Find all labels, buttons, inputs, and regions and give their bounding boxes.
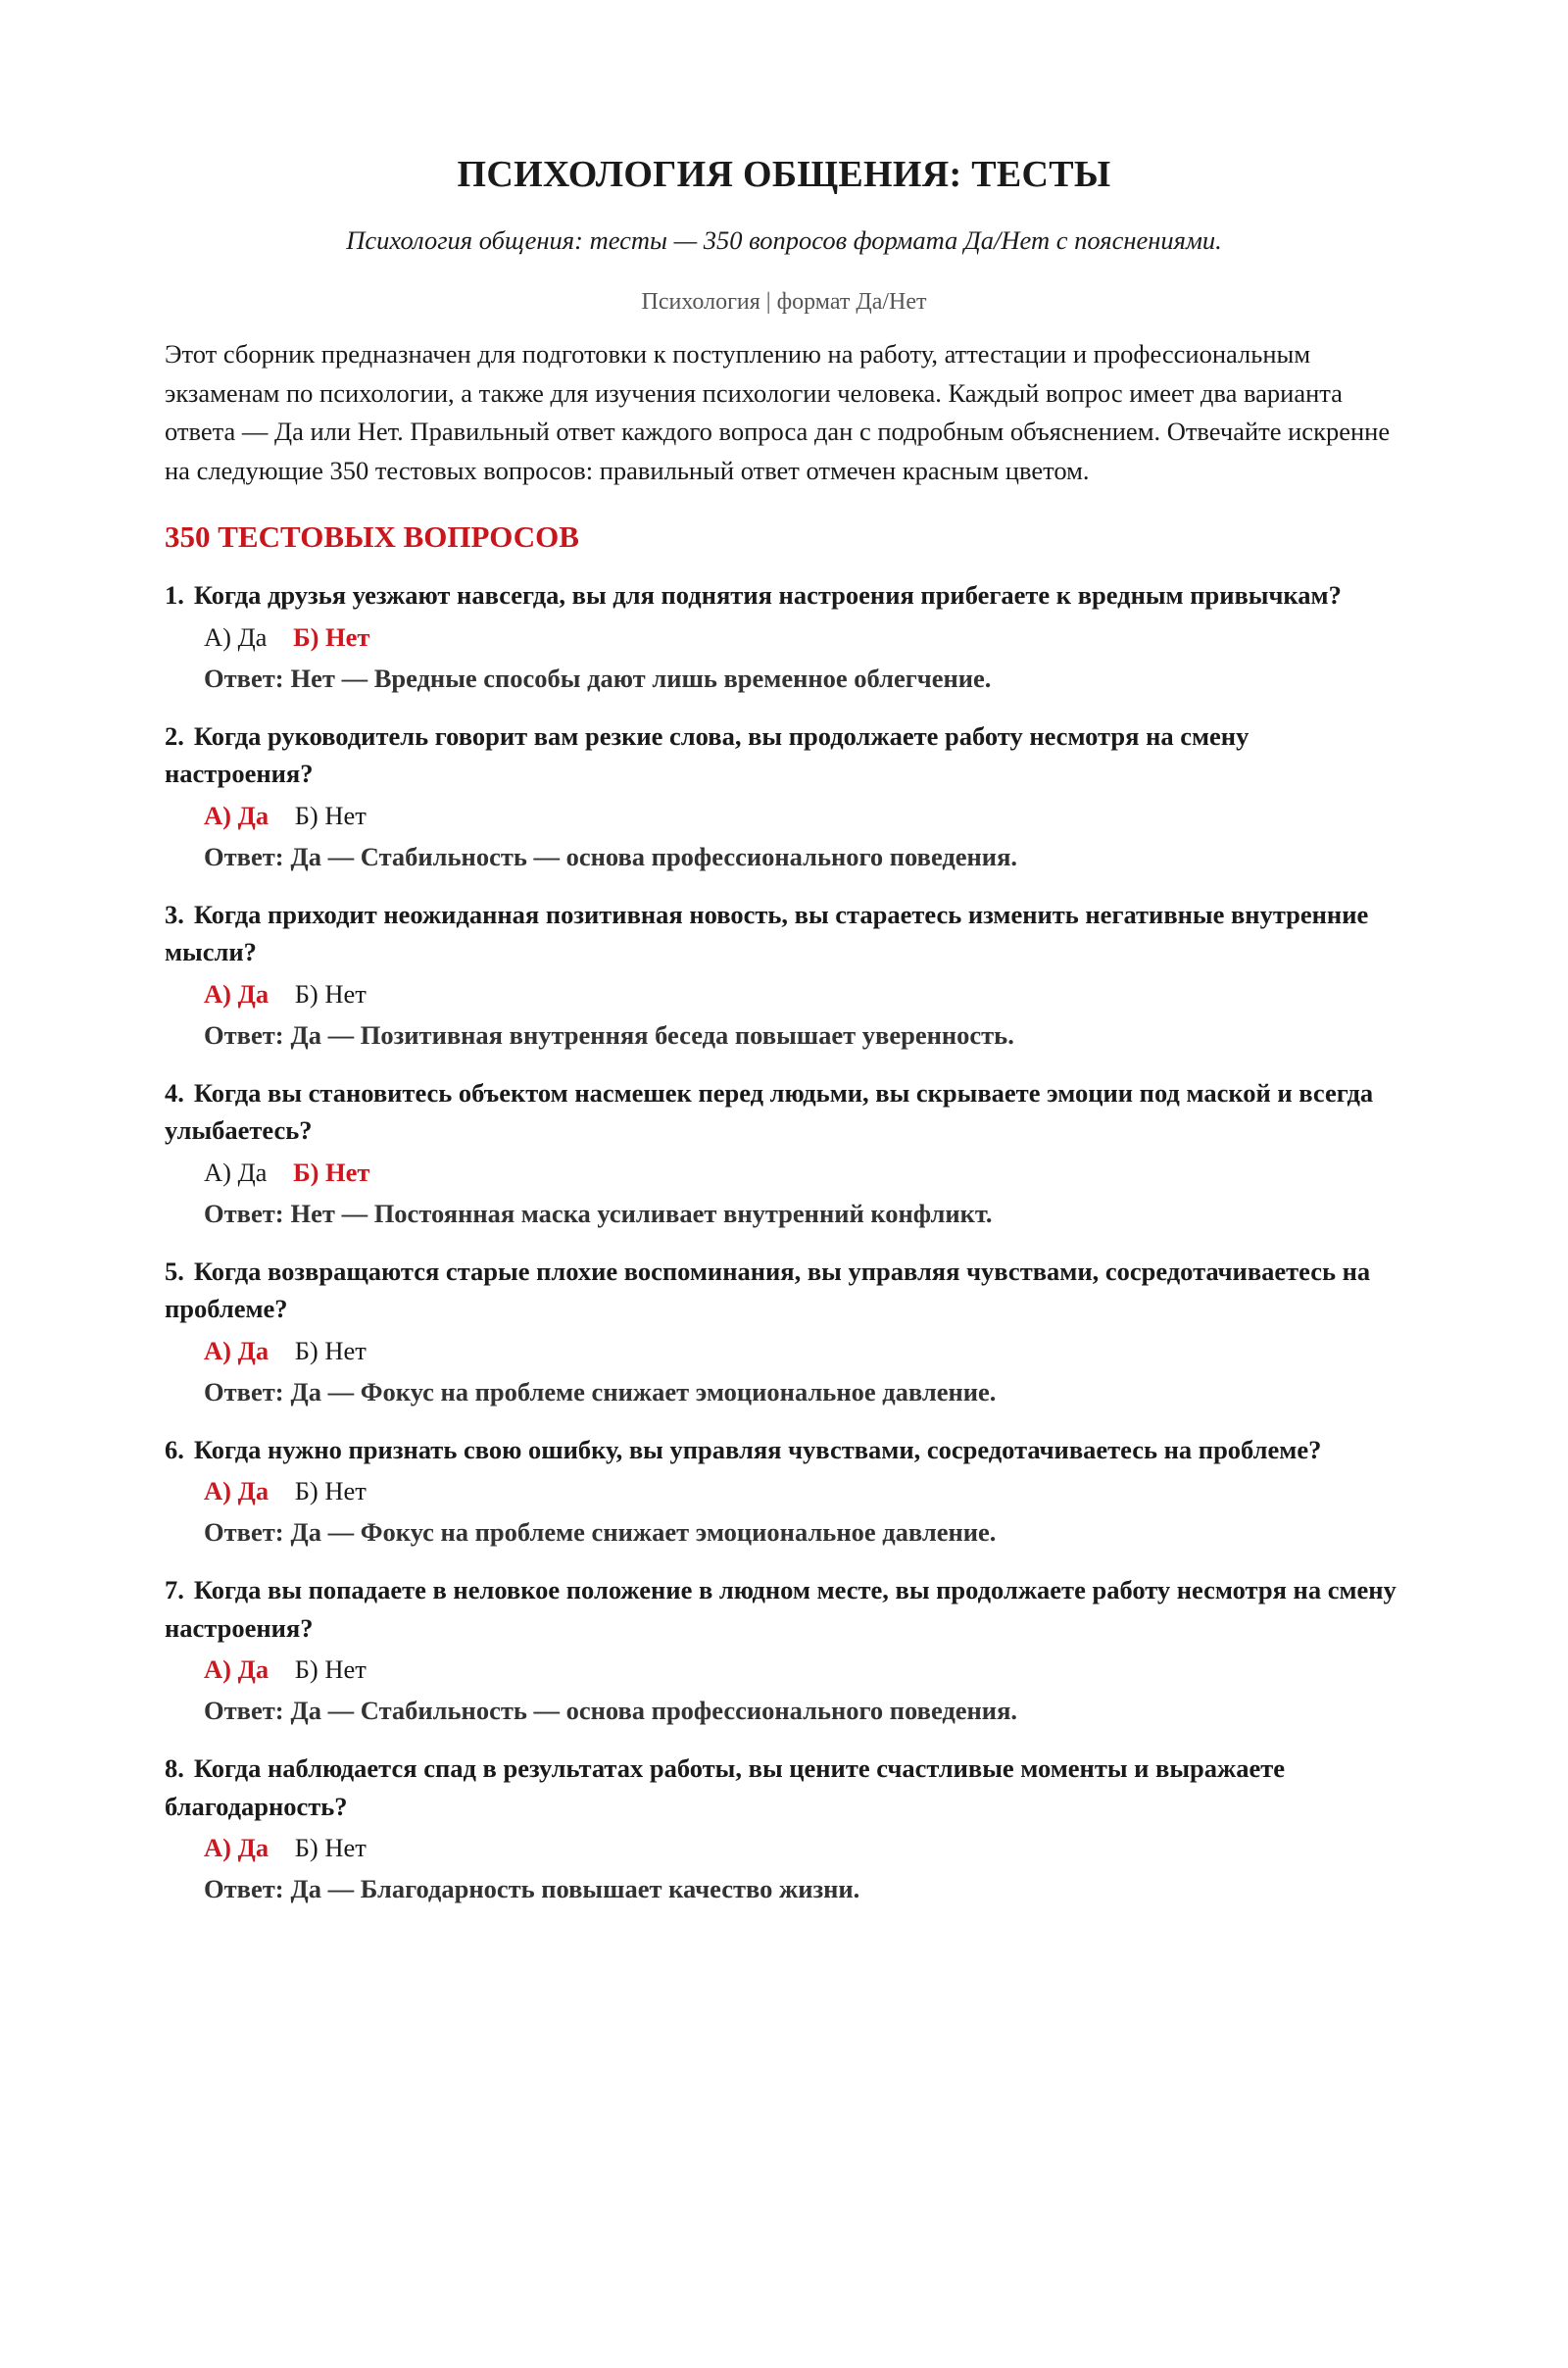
answer-text: Да — Фокус на проблеме снижает эмоциональное давление. xyxy=(290,1517,997,1547)
option-a[interactable]: А) Да xyxy=(204,1833,270,1862)
answer-options xyxy=(204,1332,1403,1369)
option-a[interactable]: А) Да xyxy=(204,978,270,1009)
document-title: ПСИХОЛОГИЯ ОБЩЕНИЯ: ТЕСТЫ xyxy=(457,154,1111,195)
document-subtitle: Психология общения: тесты — 350 вопросов формата Да/Нет с пояснениями. xyxy=(346,225,1222,255)
question-body: Когда руководитель говорит вам резкие слова, вы продолжаете работу несмотря на смену настроения? xyxy=(165,720,1250,788)
question-text xyxy=(165,1431,1403,1469)
document-category: Психология | формат Да/Нет xyxy=(641,289,927,315)
question-body: Когда нужно признать свою ошибку, вы управляя чувствами, сосредотачиваетесь на проблеме? xyxy=(193,1434,1322,1464)
question-text xyxy=(165,576,1403,615)
question-body: Когда приходит неожиданная позитивная новость, вы стараетесь изменить негативные внутренние мысли? xyxy=(165,899,1369,966)
answer-options xyxy=(204,1651,1403,1688)
answer-explanation xyxy=(204,1870,1403,1907)
answer-label: Ответ: xyxy=(204,1517,284,1547)
answer-text: Да — Стабильность — основа профессионального поведения. xyxy=(290,841,1018,871)
answer-explanation xyxy=(204,1692,1403,1729)
question-body: Когда друзья уезжают навсегда, вы для поднятия настроения прибегаете к вредным привычкам? xyxy=(193,580,1342,610)
answer-label: Ответ: xyxy=(204,841,284,871)
answer-explanation xyxy=(204,1513,1403,1551)
answer-label: Ответ: xyxy=(204,1696,284,1725)
answer-explanation xyxy=(204,1195,1403,1232)
question-text xyxy=(165,1750,1403,1825)
option-a[interactable]: А) Да xyxy=(204,1157,268,1187)
answer-label: Ответ: xyxy=(204,1874,284,1903)
option-a[interactable]: А) Да xyxy=(204,621,268,652)
question-item xyxy=(165,717,1403,875)
answer-options xyxy=(204,1472,1403,1509)
answer-text: Да — Позитивная внутренняя беседа повышает уверенность. xyxy=(290,1019,1014,1050)
answer-options xyxy=(204,797,1403,834)
question-text xyxy=(165,1253,1403,1328)
question-number: 4. xyxy=(165,1077,184,1108)
answer-options xyxy=(204,975,1403,1012)
question-number: 2. xyxy=(165,720,184,751)
option-b[interactable]: Б) Нет xyxy=(294,1335,367,1365)
answer-explanation xyxy=(204,660,1403,697)
question-item xyxy=(165,1431,1403,1552)
option-a[interactable]: А) Да xyxy=(204,1335,270,1365)
option-b[interactable]: Б) Нет xyxy=(293,621,370,652)
option-b[interactable]: Б) Нет xyxy=(294,800,367,830)
answer-options xyxy=(204,1154,1403,1191)
question-number: 3. xyxy=(165,899,184,929)
question-body: Когда наблюдается спад в результатах работы, вы цените счастливые моменты и выражаете благодарность? xyxy=(165,1753,1286,1821)
answer-options xyxy=(204,1829,1403,1866)
question-text xyxy=(165,896,1403,971)
question-number: 5. xyxy=(165,1256,184,1286)
question-item xyxy=(165,1750,1403,1907)
answer-label: Ответ: xyxy=(204,1198,284,1228)
option-b[interactable]: Б) Нет xyxy=(294,1654,367,1684)
answer-explanation xyxy=(204,1373,1403,1410)
answer-label: Ответ: xyxy=(204,1376,284,1406)
question-text xyxy=(165,1571,1403,1647)
answer-label: Ответ: xyxy=(204,663,284,693)
question-number: 7. xyxy=(165,1575,184,1604)
answer-text: Да — Благодарность повышает качество жизни. xyxy=(290,1874,860,1903)
answer-explanation xyxy=(204,838,1403,875)
question-item xyxy=(165,1253,1403,1410)
option-a[interactable]: А) Да xyxy=(204,1654,270,1684)
answer-options xyxy=(204,618,1403,656)
option-b[interactable]: Б) Нет xyxy=(294,978,367,1009)
answer-text: Да — Стабильность — основа профессионального поведения. xyxy=(290,1696,1018,1725)
question-text xyxy=(165,717,1403,793)
intro-paragraph: Этот сборник предназначен для подготовки к поступлению на работу, аттестации и профессиональным экзаменам по психологии, а также для изучения психологии человека. Каждый вопрос имеет два варианта ответа — Да или Нет. Правильный ответ каждого вопроса дан с подробным объяснением. Отвечайте искренне на следующие 350 тестовых вопросов: правильный ответ отмечен красным цветом. xyxy=(165,339,1391,485)
question-item xyxy=(165,896,1403,1054)
question-item xyxy=(165,576,1403,697)
answer-text: Да — Фокус на проблеме снижает эмоциональное давление. xyxy=(290,1376,997,1406)
answer-text: Нет — Постоянная маска усиливает внутренний конфликт. xyxy=(290,1198,993,1228)
answer-text: Нет — Вредные способы дают лишь временное облегчение. xyxy=(290,663,992,693)
question-number: 1. xyxy=(165,580,184,610)
question-list xyxy=(165,576,1403,1907)
answer-label: Ответ: xyxy=(204,1019,284,1050)
question-number: 6. xyxy=(165,1434,184,1464)
option-b[interactable]: Б) Нет xyxy=(294,1833,367,1862)
question-body: Когда возвращаются старые плохие воспоминания, вы управляя чувствами, сосредотачиваетесь на проблеме? xyxy=(165,1256,1371,1323)
question-number: 8. xyxy=(165,1753,184,1783)
question-body: Когда вы становитесь объектом насмешек перед людьми, вы скрываете эмоции под маской и всегда улыбаетесь? xyxy=(165,1077,1374,1145)
section-heading: 350 ТЕСТОВЫХ ВОПРОСОВ xyxy=(165,519,579,554)
question-text xyxy=(165,1074,1403,1150)
document-page xyxy=(0,151,1568,2368)
question-item xyxy=(165,1571,1403,1729)
option-a[interactable]: А) Да xyxy=(204,1476,270,1505)
question-body: Когда вы попадаете в неловкое положение в людном месте, вы продолжаете работу несмотря на смену настроения? xyxy=(165,1575,1396,1643)
option-b[interactable]: Б) Нет xyxy=(293,1157,370,1187)
option-a[interactable]: А) Да xyxy=(204,800,270,830)
question-item xyxy=(165,1074,1403,1232)
option-b[interactable]: Б) Нет xyxy=(294,1476,367,1505)
answer-explanation xyxy=(204,1016,1403,1054)
